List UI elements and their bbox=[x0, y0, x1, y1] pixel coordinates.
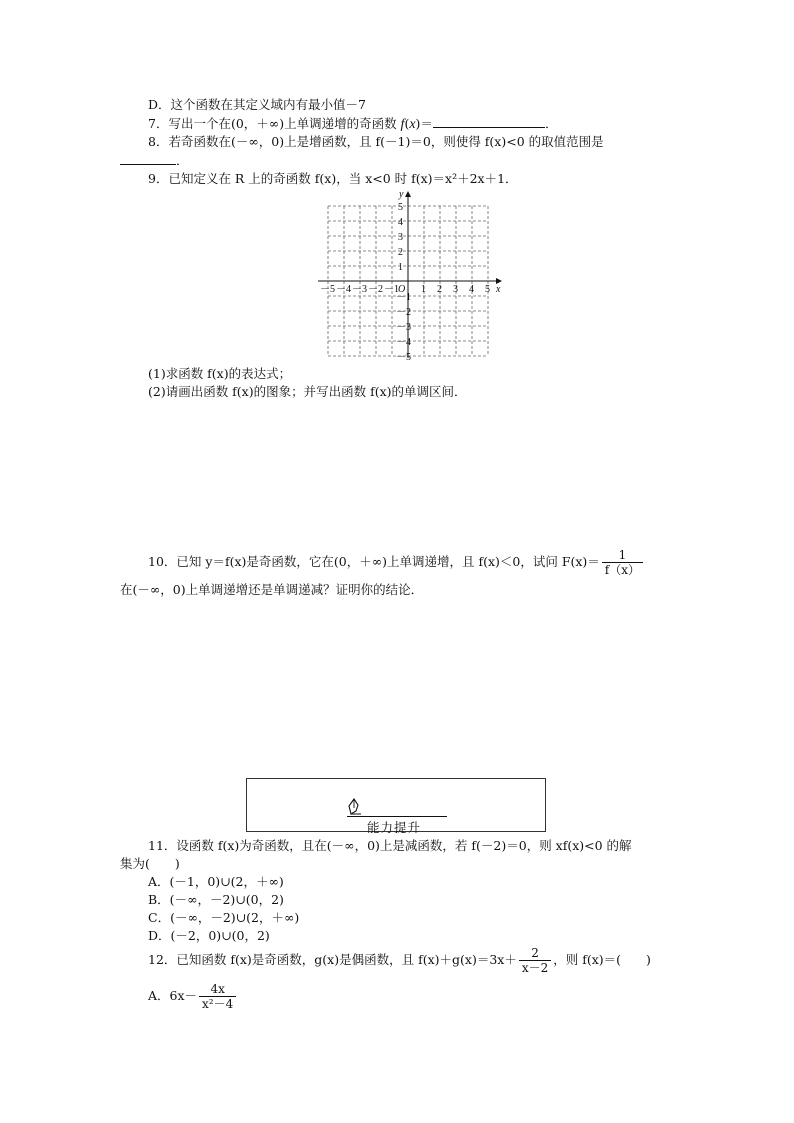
x-tick-label: －3 bbox=[352, 284, 367, 295]
q7-answer-blank[interactable] bbox=[433, 115, 545, 128]
y-tick-label: －3 bbox=[396, 322, 411, 333]
q10-line2: 在(－∞，0)上单调递增还是单调递减？证明你的结论． bbox=[120, 582, 424, 597]
q10-line1 bbox=[148, 548, 645, 577]
q6-option-d: D．这个函数在其定义域内有最小值－7 bbox=[148, 97, 366, 112]
x-tick-label: －2 bbox=[368, 284, 383, 295]
q7-var: x bbox=[409, 117, 416, 132]
q12-text-a: 12．已知函数 f(x)是奇函数，g(x)是偶函数，且 f(x)＋g(x)＝3x＋ bbox=[148, 952, 517, 967]
q12-fraction bbox=[519, 946, 551, 975]
section-header-box bbox=[246, 778, 546, 835]
q7-question: 7．写出一个在(0，＋∞)上单调递增的奇函数 f(x)＝ ． bbox=[148, 116, 558, 132]
q11-option-c: C．(－∞，－2)∪(2，＋∞) bbox=[148, 910, 300, 925]
x-tick-label: 3 bbox=[453, 284, 458, 295]
q10-frac-den: f（x） bbox=[602, 562, 643, 577]
y-tick-label: －2 bbox=[396, 307, 411, 318]
y-axis-arrow bbox=[405, 191, 411, 197]
q11-line2: 集为( ) bbox=[120, 856, 180, 871]
x-tick-label: 5 bbox=[485, 284, 490, 295]
x-axis-label: x bbox=[496, 284, 501, 295]
q9-sub1: (1)求函数 f(x)的表达式； bbox=[148, 366, 292, 381]
y-tick-label: 1 bbox=[398, 262, 403, 273]
section-rule bbox=[347, 816, 447, 817]
q8-answer-blank[interactable] bbox=[120, 152, 176, 165]
q8-line1: 8．若奇函数在(－∞，0)上是增函数，且 f(－1)＝0，则使得 f(x)<0 的取值范围是 bbox=[148, 134, 604, 149]
coordinate-grid bbox=[310, 188, 510, 360]
x-tick-label: 1 bbox=[421, 284, 426, 295]
q9-question: 9．已知定义在 R 上的奇函数 f(x)，当 x<0 时 f(x)＝x²＋2x＋1． bbox=[148, 171, 518, 186]
x-tick-label: －5 bbox=[320, 284, 335, 295]
q10-text: 10．已知 y＝f(x)是奇函数，它在(0，＋∞)上单调递增，且 f(x)＜0，试问 F(x)＝ bbox=[148, 554, 600, 569]
q8-line2 bbox=[120, 152, 189, 169]
origin-label: O bbox=[398, 284, 406, 295]
y-tick-label: －1 bbox=[396, 292, 411, 303]
pen-icon bbox=[347, 797, 363, 815]
y-axis-label: y bbox=[399, 189, 404, 200]
q12-line1 bbox=[148, 946, 651, 975]
x-tick-label: －1 bbox=[384, 284, 399, 295]
q12-opt-a-num: 4x bbox=[210, 982, 225, 996]
q7-end: ． bbox=[544, 116, 558, 131]
y-tick-label: 4 bbox=[398, 217, 403, 228]
q11-option-d: D．(－2，0)∪(0，2) bbox=[148, 928, 270, 943]
q11-line1: 11．设函数 f(x)为奇函数，且在(－∞，0)上是减函数，若 f(－2)＝0，则 xf(x)<0 的解 bbox=[148, 838, 632, 853]
q12-frac-den: x－2 bbox=[519, 960, 551, 975]
section-title: 能力提升 bbox=[367, 820, 422, 835]
q7-eq: ＝ bbox=[420, 116, 433, 131]
x-tick-label: －4 bbox=[336, 284, 351, 295]
q9-sub2: (2)请画出函数 f(x)的图象；并写出函数 f(x)的单调区间． bbox=[148, 384, 467, 399]
y-tick-label: 5 bbox=[398, 202, 403, 213]
q12-opt-a-den: x²－4 bbox=[199, 996, 236, 1011]
q12-opt-a-fraction bbox=[199, 982, 236, 1011]
q12-text-b: ，则 f(x)＝( ) bbox=[553, 952, 651, 967]
q11-option-a: A．(－1，0)∪(2，＋∞) bbox=[148, 874, 284, 889]
q10-frac-num: 1 bbox=[618, 548, 627, 562]
x-tick-label: 2 bbox=[437, 284, 442, 295]
q7-text: 7．写出一个在(0，＋∞)上单调递增的奇函数 bbox=[148, 116, 401, 131]
q10-fraction bbox=[602, 548, 643, 577]
y-tick-label: 2 bbox=[398, 247, 403, 258]
y-tick-label: 3 bbox=[398, 232, 403, 243]
q12-opt-a-text: A．6x－ bbox=[148, 988, 198, 1003]
q11-option-b: B．(－∞，－2)∪(0，2) bbox=[148, 892, 284, 907]
q8-end: ． bbox=[176, 153, 189, 168]
y-tick-label: －5 bbox=[396, 352, 411, 360]
y-tick-label: －4 bbox=[396, 337, 411, 348]
q7-func: f bbox=[400, 117, 405, 132]
q12-frac-num: 2 bbox=[531, 946, 539, 960]
x-tick-label: 4 bbox=[469, 284, 474, 295]
q12-option-a bbox=[148, 982, 238, 1011]
